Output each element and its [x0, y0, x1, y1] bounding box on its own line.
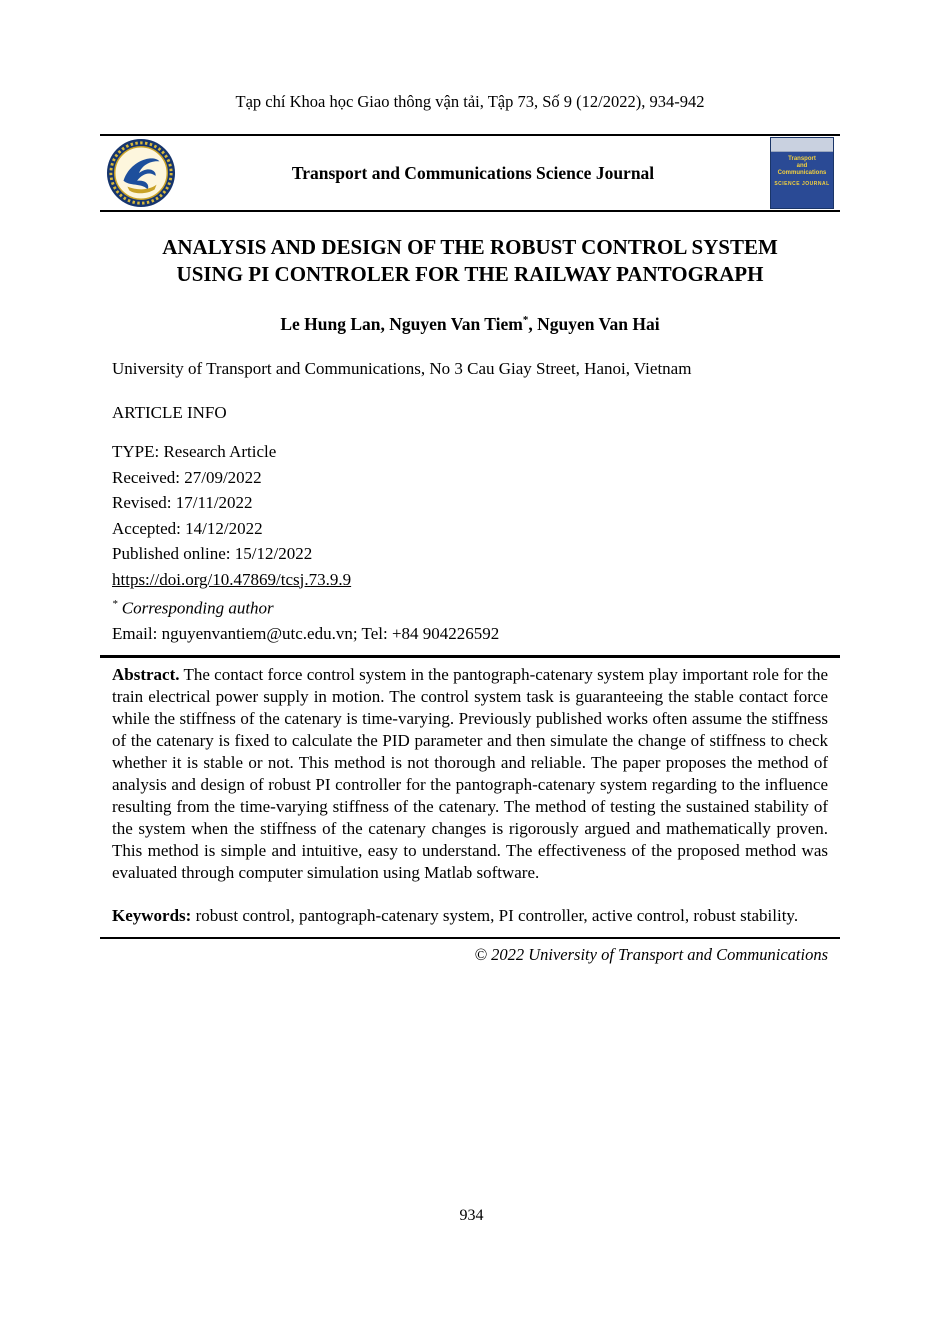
journal-header-band: [100, 136, 840, 210]
article-info-block: [112, 439, 828, 647]
journal-cover-thumbnail: [770, 137, 834, 209]
authors-text-2: , Nguyen Van Hai: [528, 314, 660, 334]
affiliation: University of Transport and Communications, No 3 Cau Giay Street, Hanoi, Vietnam: [112, 359, 692, 378]
article-info-accepted: Accepted: 14/12/2022: [112, 518, 263, 538]
abstract: [112, 664, 828, 884]
authors: [100, 314, 840, 335]
article-title: [100, 234, 840, 288]
page-number: 934: [459, 1207, 484, 1224]
article-info-received: Received: 27/09/2022: [112, 467, 262, 487]
keywords-text: robust control, pantograph-catenary system, PI controller, active control, robust stability.: [195, 905, 799, 925]
cover-top-band: [771, 138, 833, 152]
corresponding-author-marker: *: [522, 314, 529, 327]
article-info-published: Published online: 15/12/2022: [112, 544, 313, 563]
doi-link[interactable]: https://doi.org/10.47869/tcsj.73.9.9: [112, 569, 352, 589]
corresponding-note-text: Corresponding author: [121, 598, 274, 618]
article-info-revised: Revised: 17/11/2022: [112, 493, 253, 512]
university-logo-icon: [106, 138, 176, 208]
cover-title-line: Communications: [777, 170, 827, 176]
journal-citation: Tạp chí Khoa học Giao thông vận tải, Tập 73, Số 9 (12/2022), 934-942: [235, 92, 705, 111]
keywords-label: Keywords:: [112, 905, 192, 925]
abstract-text: The contact force control system in the pantograph-catenary system play important role for the train electrical power supply in motion. The control system task is guaranteeing the stable contact force while the stiffness of the catenary is time-varying. Previously published works often assume the stiffness of the catenary is fixed to calculate the PID parameter and then simulate the change of stiffness to check whether it is stable or not. This method is not thorough and reliable. The paper proposes the method of analysis and design of robust PI controller for the pantograph-catenary system regarding to the influence resulting from the time-varying stiffness of the catenary. The method of testing the sustained stability of the system when the stiffness of the catenary changes is rigorously argued and mathematically proven. This method is simple and intuitive, easy to understand. The effectiveness of the proposed method was evaluated through computer simulation using Matlab software.: [112, 664, 829, 882]
article-title-line1: ANALYSIS AND DESIGN OF THE ROBUST CONTROL SYSTEM: [162, 235, 778, 259]
cover-title: [771, 156, 833, 177]
copyright-notice: © 2022 University of Transport and Communications: [474, 944, 828, 964]
keywords-divider-bottom: [100, 937, 840, 939]
keywords: [112, 904, 828, 927]
cover-title-line: Transport: [788, 156, 816, 162]
authors-text-1: Le Hung Lan, Nguyen Van Tiem: [280, 314, 523, 334]
article-title-line2: USING PI CONTROLER FOR THE RAILWAY PANTOGRAPH: [176, 262, 764, 286]
cover-subtitle: SCIENCE JOURNAL: [774, 181, 830, 187]
abstract-label: Abstract.: [112, 664, 180, 684]
abstract-divider-top: [100, 655, 840, 658]
doi-line: [112, 567, 828, 593]
corresponding-author-note: [112, 592, 828, 621]
corresponding-note-marker: *: [112, 598, 118, 610]
contact-line: Email: nguyenvantiem@utc.edu.vn; Tel: +84 904226592: [112, 624, 500, 644]
article-info-type: TYPE: Research Article: [112, 442, 277, 461]
article-info-heading: ARTICLE INFO: [112, 403, 227, 422]
header-divider-bottom: [100, 210, 840, 212]
journal-name: Transport and Communications Science Journal: [291, 162, 655, 183]
cover-title-line: and: [796, 163, 808, 169]
